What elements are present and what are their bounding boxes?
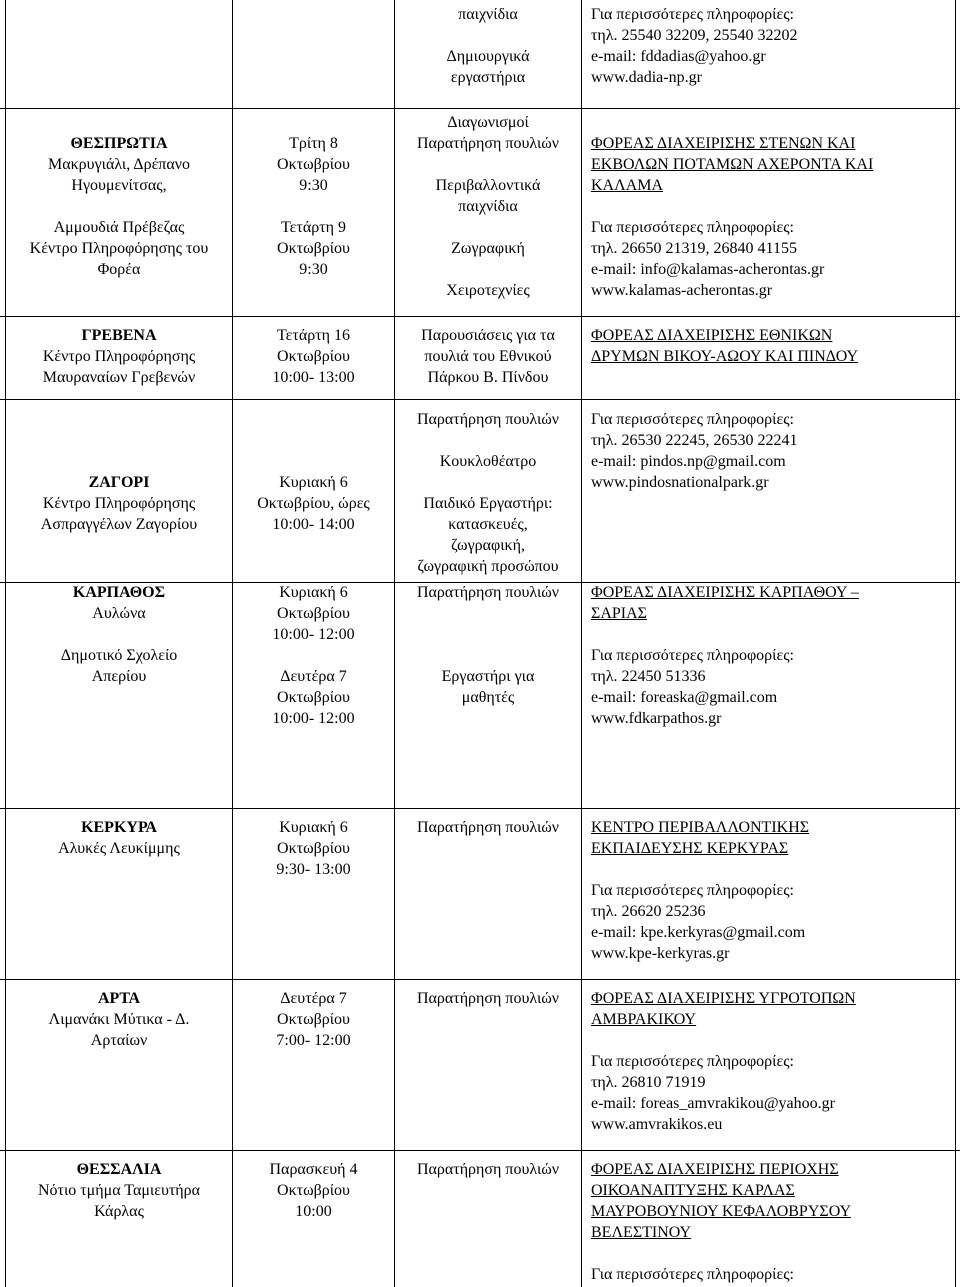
- region-name: ΖΑΓΟΡΙ: [88, 474, 150, 491]
- time-line: 10:00- 12:00: [272, 626, 355, 643]
- organizer-name: ΦΟΡΕΑΣ ΔΙΑΧΕΙΡΙΣΗΣ ΥΓΡΟΤΟΠΩΝ: [591, 990, 856, 1007]
- location-line: Απερίου: [91, 668, 147, 685]
- contact-phone: τηλ. 26530 22245, 26530 22241: [591, 432, 798, 449]
- activities-cell: [395, 325, 581, 388]
- location-line: Κέντρο Πληροφόρησης του: [29, 240, 209, 257]
- contact-email: e-mail: foreaska@gmail.com: [591, 689, 778, 706]
- location-cell: [6, 817, 232, 859]
- location-cell: [6, 1159, 232, 1222]
- date-line: Κυριακή 6: [279, 474, 348, 491]
- organizer-name: ΔΡΥΜΩΝ ΒΙΚΟΥ-ΑΩΟΥ ΚΑΙ ΠΙΝΔΟΥ: [591, 348, 859, 365]
- location-line: Κάρλας: [94, 1203, 144, 1220]
- time-line: 9:30: [299, 177, 328, 194]
- contact-email: e-mail: kpe.kerkyras@gmail.com: [591, 924, 806, 941]
- column-border: [581, 0, 582, 1287]
- organizer-cell: [591, 1159, 951, 1285]
- column-border: [955, 0, 956, 1287]
- activity-line: Περιβαλλοντικά: [435, 177, 541, 194]
- contact-label: Για περισσότερες πληροφορίες:: [591, 647, 794, 664]
- activity-line: παιχνίδια: [458, 198, 518, 215]
- location-cell: [6, 133, 232, 280]
- organizer-name: ΚΕΝΤΡΟ ΠΕΡΙΒΑΛΛΟΝΤΙΚΗΣ: [591, 819, 810, 836]
- region-name: ΚΕΡΚΥΡΑ: [81, 819, 157, 836]
- organizer-cell: [591, 817, 951, 964]
- activity-line: ζωγραφική,: [451, 537, 525, 554]
- date-line: Οκτωβρίου: [277, 605, 350, 622]
- activity-line: Διαγωνισμοί: [447, 114, 529, 131]
- date-line: Δευτέρα 7: [280, 990, 347, 1007]
- activity-line: Παιδικό Εργαστήρι:: [423, 495, 553, 512]
- organizer-name: ΒΕΛΕΣΤΙΝΟΥ: [591, 1224, 692, 1241]
- row-border: [0, 316, 960, 317]
- date-line: Οκτωβρίου: [277, 156, 350, 173]
- activity-line: Παρατήρηση πουλιών: [416, 1161, 560, 1178]
- contact-label: Για περισσότερες πληροφορίες:: [591, 411, 794, 428]
- location-cell: [6, 582, 232, 687]
- activities-cell: [395, 988, 581, 1009]
- time-line: 10:00- 13:00: [272, 369, 355, 386]
- organizer-name: ΚΑΛΑΜΑ: [591, 177, 664, 194]
- contact-label: Για περισσότερες πληροφορίες:: [591, 219, 794, 236]
- row-border: [0, 399, 960, 400]
- location-line: Φορέα: [97, 261, 141, 278]
- activity-line: πουλιά του Εθνικού: [424, 348, 552, 365]
- date-line: Τρίτη 8: [289, 135, 338, 152]
- time-line: 10:00- 14:00: [272, 516, 355, 533]
- row-border: [0, 108, 960, 109]
- contact-label: Για περισσότερες πληροφορίες:: [591, 1266, 794, 1283]
- date-line: Κυριακή 6: [279, 819, 348, 836]
- activity-line: Χειροτεχνίες: [446, 282, 530, 299]
- time-line: 9:30: [299, 261, 328, 278]
- activities-cell: [395, 112, 581, 301]
- dates-cell: [233, 133, 394, 280]
- date-line: Οκτωβρίου, ώρες: [257, 495, 370, 512]
- organizer-cell: [591, 133, 951, 301]
- organizer-cell: [591, 325, 951, 367]
- activity-line: Ζωγραφική: [451, 240, 525, 257]
- activity-line: Πάρκου Β. Πίνδου: [427, 369, 549, 386]
- dates-cell: [233, 1159, 394, 1222]
- time-line: 10:00- 12:00: [272, 710, 355, 727]
- dates-cell: [233, 325, 394, 388]
- time-line: 9:30- 13:00: [276, 861, 351, 878]
- date-line: Οκτωβρίου: [277, 1011, 350, 1028]
- contact-label: Για περισσότερες πληροφορίες:: [591, 882, 794, 899]
- activity-line: μαθητές: [461, 689, 515, 706]
- location-line: Ασπραγγέλων Ζαγορίου: [40, 516, 198, 533]
- activities-cell: [395, 4, 581, 88]
- activity-line: Κουκλοθέατρο: [439, 453, 537, 470]
- contact-phone: τηλ. 26620 25236: [591, 903, 706, 920]
- organizer-name: ΕΚΒΟΛΩΝ ΠΟΤΑΜΩΝ ΑΧΕΡΟΝΤΑ ΚΑΙ: [591, 156, 874, 173]
- location-line: Νότιο τμήμα Ταμιευτήρα: [37, 1182, 201, 1199]
- date-line: Παρασκευή 4: [269, 1161, 358, 1178]
- region-name: ΘΕΣΠΡΩΤΙΑ: [70, 135, 168, 152]
- activity-line: Δημιουργικά: [446, 48, 530, 65]
- organizer-name: ΦΟΡΕΑΣ ΔΙΑΧΕΙΡΙΣΗΣ ΠΕΡΙΟΧΗΣ: [591, 1161, 839, 1178]
- location-line: Δημοτικό Σχολείο: [60, 647, 178, 664]
- organizer-name: ΕΚΠΑΙΔΕΥΣΗΣ ΚΕΡΚΥΡΑΣ: [591, 840, 789, 857]
- organizer-cell: [591, 582, 951, 729]
- region-name: ΑΡΤΑ: [98, 990, 140, 1007]
- location-cell: [6, 325, 232, 388]
- contact-website: www.dadia-np.gr: [591, 69, 702, 86]
- organizer-name: ΦΟΡΕΑΣ ΔΙΑΧΕΙΡΙΣΗΣ ΣΤΕΝΩΝ ΚΑΙ: [591, 135, 856, 152]
- location-line: Μαυραναίων Γρεβενών: [42, 369, 196, 386]
- activities-cell: [395, 817, 581, 838]
- dates-cell: [233, 472, 394, 535]
- activity-line: ζωγραφική προσώπου: [417, 558, 559, 575]
- date-line: Οκτωβρίου: [277, 240, 350, 257]
- contact-website: www.pindosnationalpark.gr: [591, 474, 769, 491]
- contact-phone: τηλ. 26650 21319, 26840 41155: [591, 240, 797, 257]
- activity-line: Παρατήρηση πουλιών: [416, 990, 560, 1007]
- contact-cell: [591, 409, 951, 493]
- location-line: Λιμανάκι Μύτικα - Δ.: [48, 1011, 190, 1028]
- activity-line: παιχνίδια: [458, 6, 518, 23]
- activities-cell: [395, 1159, 581, 1180]
- dates-cell: [233, 988, 394, 1051]
- activity-line: κατασκευές,: [448, 516, 528, 533]
- contact-label: Για περισσότερες πληροφορίες:: [591, 1053, 794, 1070]
- activity-line: Παρατήρηση πουλιών: [416, 135, 560, 152]
- contact-email: e-mail: pindos.np@gmail.com: [591, 453, 786, 470]
- contact-website: www.amvrakikos.eu: [591, 1116, 723, 1133]
- location-line: Κέντρο Πληροφόρησης: [42, 495, 196, 512]
- organizer-name: ΦΟΡΕΑΣ ΔΙΑΧΕΙΡΙΣΗΣ ΕΘΝΙΚΩΝ: [591, 327, 833, 344]
- date-line: Τετάρτη 9: [281, 219, 346, 236]
- date-line: Οκτωβρίου: [277, 840, 350, 857]
- activity-line: Εργαστήρι για: [441, 668, 535, 685]
- activity-line: Παρουσιάσεις για τα: [421, 327, 555, 344]
- activities-cell: [395, 582, 581, 708]
- time-line: 7:00- 12:00: [276, 1032, 351, 1049]
- location-line: Μακρυγιάλι, Δρέπανο: [47, 156, 190, 173]
- dates-cell: [233, 817, 394, 880]
- row-border: [0, 808, 960, 809]
- contact-email: e-mail: foreas_amvrakikou@yahoo.gr: [591, 1095, 835, 1112]
- location-cell: [6, 988, 232, 1051]
- contact-website: www.kpe-kerkyras.gr: [591, 945, 730, 962]
- date-line: Κυριακή 6: [279, 584, 348, 601]
- organizer-name: ΣΑΡΙΑΣ: [591, 605, 647, 622]
- contact-website: www.kalamas-acherontas.gr: [591, 282, 773, 299]
- date-line: Οκτωβρίου: [277, 348, 350, 365]
- organizer-name: ΜΑΥΡΟΒΟΥΝΙΟΥ ΚΕΦΑΛΟΒΡΥΣΟΥ: [591, 1203, 852, 1220]
- date-line: Τετάρτη 16: [277, 327, 350, 344]
- location-line: Αμμουδιά Πρέβεζας: [53, 219, 185, 236]
- location-cell: [6, 472, 232, 535]
- date-line: Οκτωβρίου: [277, 1182, 350, 1199]
- contact-website: www.fdkarpathos.gr: [591, 710, 722, 727]
- region-name: ΚΑΡΠΑΘΟΣ: [72, 584, 166, 601]
- contact-cell: [591, 4, 951, 88]
- contact-phone: τηλ. 26810 71919: [591, 1074, 706, 1091]
- location-line: Κέντρο Πληροφόρησης: [42, 348, 196, 365]
- region-name: ΘΕΣΣΑΛΙΑ: [76, 1161, 162, 1178]
- dates-cell: [233, 582, 394, 729]
- activity-line: Παρατήρηση πουλιών: [416, 584, 560, 601]
- time-line: 10:00: [295, 1203, 332, 1220]
- date-line: Δευτέρα 7: [280, 668, 347, 685]
- organizer-cell: [591, 988, 951, 1135]
- contact-email: e-mail: info@kalamas-acherontas.gr: [591, 261, 825, 278]
- activity-line: Παρατήρηση πουλιών: [416, 819, 560, 836]
- date-line: Οκτωβρίου: [277, 689, 350, 706]
- row-border: [0, 1150, 960, 1151]
- location-line: Ηγουμενίτσας,: [71, 177, 167, 194]
- activities-cell: [395, 409, 581, 577]
- contact-phone: τηλ. 25540 32209, 25540 32202: [591, 27, 798, 44]
- contact-label: Για περισσότερες πληροφορίες:: [591, 6, 794, 23]
- location-line: Αλυκές Λευκίμμης: [58, 840, 180, 857]
- organizer-name: ΟΙΚΟΑΝΑΠΤΥΞΗΣ ΚΑΡΛΑΣ: [591, 1182, 795, 1199]
- location-line: Αρταίων: [90, 1032, 148, 1049]
- contact-phone: τηλ. 22450 51336: [591, 668, 706, 685]
- activity-line: Παρατήρηση πουλιών: [416, 411, 560, 428]
- location-line: Αυλώνα: [92, 605, 146, 622]
- row-border: [0, 979, 960, 980]
- activity-line: εργαστήρια: [450, 69, 526, 86]
- organizer-name: ΑΜΒΡΑΚΙΚΟΥ: [591, 1011, 697, 1028]
- contact-email: e-mail: fddadias@yahoo.gr: [591, 48, 766, 65]
- region-name: ΓΡΕΒΕΝΑ: [81, 327, 157, 344]
- organizer-name: ΦΟΡΕΑΣ ΔΙΑΧΕΙΡΙΣΗΣ ΚΑΡΠΑΘΟΥ –: [591, 584, 859, 601]
